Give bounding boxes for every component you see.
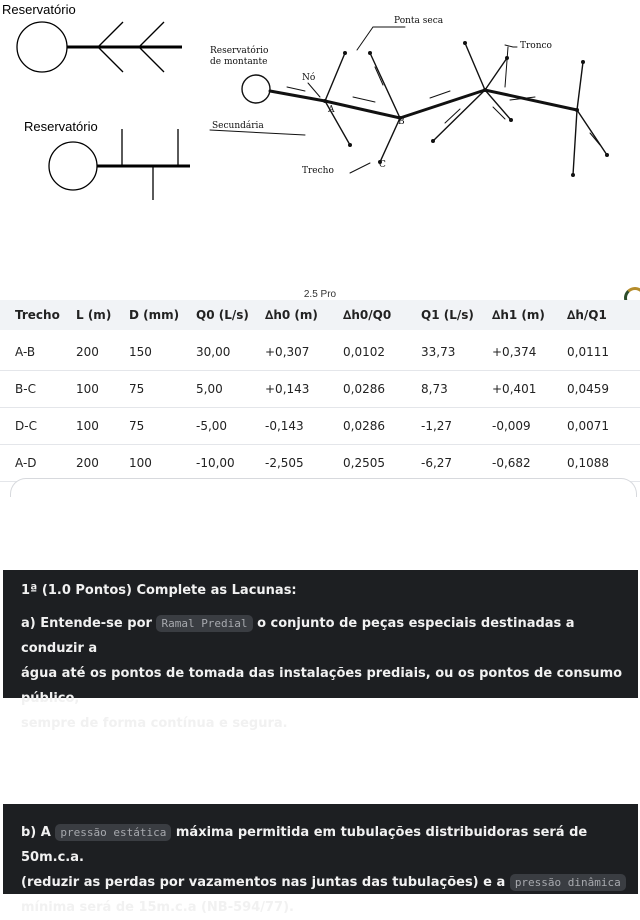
- table-row: [0, 330, 640, 371]
- question-1a-rest: o conjunto de peças especiais destinadas a conduzir a: [21, 616, 575, 656]
- column-header: ∆h1 (m): [477, 300, 552, 330]
- label-node-c: C: [379, 160, 386, 170]
- table-cell: 0,2505: [328, 445, 406, 482]
- top-reservoir-circle: [17, 22, 67, 72]
- column-header: D (mm): [114, 300, 181, 330]
- label-trecho: Trecho: [302, 166, 334, 176]
- table-cell: 30,00: [181, 330, 250, 371]
- label-node-b: B: [398, 117, 405, 127]
- table-cell: 200: [61, 445, 114, 482]
- question-2b-line2-prefix: (reduzir as perdas por vazamentos nas juntas das tubulações) e a: [21, 875, 506, 890]
- question-2-panel: [3, 804, 638, 915]
- column-header: Q1 (L/s): [406, 300, 477, 330]
- question-1a-prefix: a) Entende-se por: [21, 616, 152, 631]
- table-cell: 0,0102: [328, 330, 406, 371]
- table-header-row: [0, 300, 640, 330]
- question-2b-line1: [21, 820, 638, 870]
- question-2b-line3: mínima será de 15m.c.a (NB-594/77).: [21, 900, 294, 915]
- table-row: [0, 408, 640, 445]
- table-footer-edge: [10, 478, 637, 497]
- bottom-reservoir-circle: [49, 142, 97, 190]
- answer-pill: pressão dinâmica: [510, 874, 626, 891]
- question-1a-line2: água até os pontos de tomada das instalações prediais, ou os pontos de consumo público,: [21, 666, 623, 706]
- table-cell: 0,0459: [552, 371, 640, 408]
- label-reservatorio-montante-1: Reservatório: [210, 46, 269, 56]
- label-no: Nó: [302, 73, 316, 83]
- table-cell: 100: [61, 408, 114, 445]
- table-cell: 0,1088: [552, 445, 640, 482]
- network-schematic: [205, 5, 625, 205]
- answer-pill: pressão estática: [55, 824, 171, 841]
- question-1-heading: 1ª (1.0 Pontos) Complete as Lacunas:: [21, 583, 297, 598]
- label-node-a: A: [328, 105, 335, 115]
- table-cell: A-B: [0, 330, 61, 371]
- table-cell: A-D: [0, 445, 61, 482]
- question-1a-line3: sempre de forma contínua e segura.: [21, 716, 288, 731]
- table-cell: D-C: [0, 408, 61, 445]
- table-cell: -10,00: [181, 445, 250, 482]
- table-cell: 150: [114, 330, 181, 371]
- question-1-panel: [3, 570, 638, 731]
- answer-pill: Ramal Predial: [156, 615, 252, 632]
- label-reservatorio-montante-2: de montante: [210, 57, 268, 67]
- table-cell: 100: [114, 445, 181, 482]
- table-cell: 75: [114, 371, 181, 408]
- column-header: ∆h/Q1: [552, 300, 640, 330]
- table-cell: 0,0111: [552, 330, 640, 371]
- column-header: Q0 (L/s): [181, 300, 250, 330]
- table-cell: -1,27: [406, 408, 477, 445]
- branched-network-diagram: [0, 0, 200, 205]
- table-cell: +0,307: [250, 330, 328, 371]
- trunk-line: [270, 90, 577, 118]
- table-cell: -0,143: [250, 408, 328, 445]
- table-cell: -0,009: [477, 408, 552, 445]
- upstream-reservoir-circle: [242, 75, 270, 103]
- table-cell: 0,0286: [328, 371, 406, 408]
- table-row: [0, 371, 640, 408]
- table-cell: 5,00: [181, 371, 250, 408]
- table-cell: -2,505: [250, 445, 328, 482]
- table-cell: 200: [61, 330, 114, 371]
- table-cell: 8,73: [406, 371, 477, 408]
- column-header: ∆h0/Q0: [328, 300, 406, 330]
- question-2b-prefix: b) A: [21, 825, 51, 840]
- table-cell: 33,73: [406, 330, 477, 371]
- table-cell: B-C: [0, 371, 61, 408]
- column-header: L (m): [61, 300, 114, 330]
- label-secundaria: Secundária: [212, 121, 264, 131]
- table-cell: -0,682: [477, 445, 552, 482]
- column-header: ∆h0 (m): [250, 300, 328, 330]
- table-cell: -6,27: [406, 445, 477, 482]
- bottom-reservoir-label: Reservatório: [24, 119, 98, 134]
- table-cell: +0,401: [477, 371, 552, 408]
- column-header: Trecho: [0, 300, 61, 330]
- top-reservoir-label: Reservatório: [2, 2, 76, 17]
- table-cell: -5,00: [181, 408, 250, 445]
- question-2b-line2: [21, 870, 638, 895]
- label-tronco: Tronco: [520, 41, 552, 51]
- table-cell: 0,0071: [552, 408, 640, 445]
- table-cell: 0,0286: [328, 408, 406, 445]
- table-row: [0, 445, 640, 482]
- table-cell: +0,143: [250, 371, 328, 408]
- table-cell: 100: [61, 371, 114, 408]
- model-tag: 2.5 Pro: [303, 289, 337, 300]
- data-table: [0, 300, 640, 482]
- table-cell: 75: [114, 408, 181, 445]
- table-cell: +0,374: [477, 330, 552, 371]
- question-2b-rest: máxima permitida em tubulações distribuidoras será de 50m.c.a.: [21, 825, 588, 865]
- label-ponta-seca: Ponta seca: [394, 16, 444, 26]
- question-1a-line1: [21, 611, 638, 661]
